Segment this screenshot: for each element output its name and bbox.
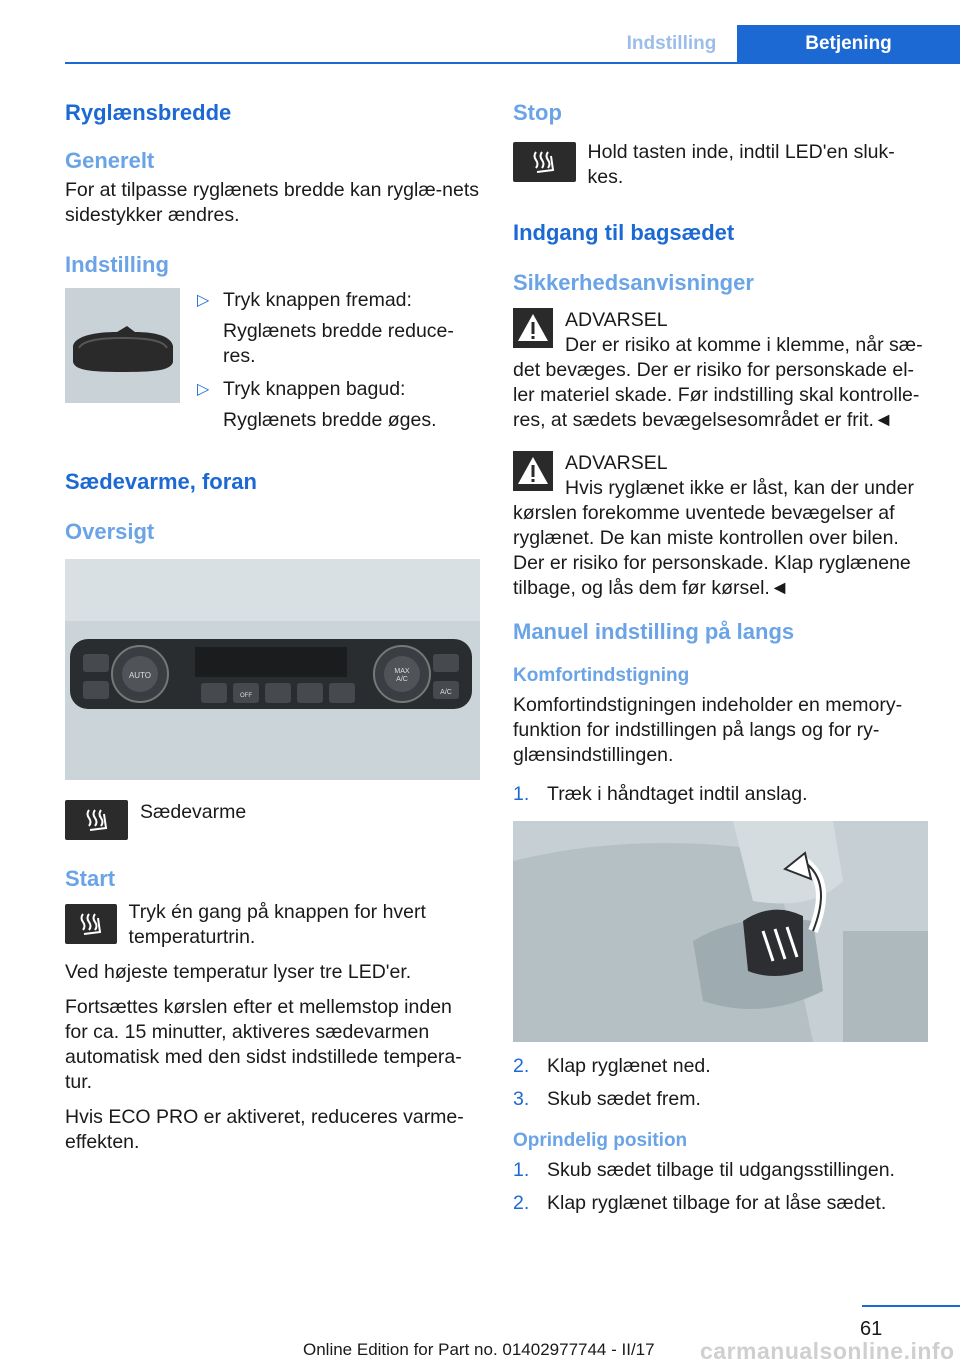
heading-sikkerhed: Sikkerhedsanvisninger	[513, 270, 754, 295]
start-text: Tryk én gang på knappen for hvert temperaturtrin.	[128, 901, 426, 948]
warning-triangle-icon	[513, 451, 553, 491]
panel-auto-label: AUTO	[128, 671, 152, 680]
start-p2: Fortsættes kørslen efter et mellemstop inden for ca. 15 minutter, aktiveres sædevarmen automatisk med den sidst indstillede tempera-tur.	[65, 996, 462, 1093]
warning-block-1	[513, 308, 928, 433]
heading-saedevarme: Sædevarme, foran	[65, 469, 257, 494]
heading-ryglaensbredde: Ryglænsbredde	[65, 100, 232, 125]
generelt-text: For at tilpasse ryglænets bredde kan ryglæ-nets sidestykker ændres.	[65, 179, 480, 226]
seat-heating-icon	[65, 800, 128, 840]
heading-manuel: Manuel indstilling på langs	[513, 619, 795, 644]
heading-komfort: Komfortindstigning	[513, 665, 690, 686]
seat-heating-label: Sædevarme	[140, 801, 247, 823]
list-item: 2. Klap ryglænet tilbage for at låse sædet.	[513, 1192, 887, 1214]
footer-edition: Online Edition for Part no. 01402977744 - II/17	[303, 1340, 655, 1359]
climate-panel-illustration	[65, 559, 480, 780]
page-header	[65, 25, 960, 64]
steps-list-3	[513, 1158, 928, 1216]
heading-oversigt: Oversigt	[65, 519, 155, 544]
warning-block-2	[513, 451, 928, 601]
list-item: 1. Skub sædet tilbage til udgangsstillingen.	[513, 1159, 895, 1181]
warning-label: ADVARSEL	[565, 309, 668, 331]
list-item-sub: Ryglænets bredde reduce-res.	[223, 320, 454, 367]
heading-start: Start	[65, 866, 116, 891]
width-button-icon	[65, 288, 180, 403]
komfort-text: Komfortindstigningen indeholder en memory-funktion for indstillingen på langs og for ry-glænsindstillingen.	[513, 694, 903, 766]
heading-indstilling: Indstilling	[65, 252, 169, 277]
stop-row	[513, 140, 928, 190]
seat-heating-icon	[513, 142, 576, 182]
seat-heating-icon	[65, 904, 117, 944]
steps-list-2	[513, 1054, 928, 1112]
panel-max-label: MAX	[394, 668, 410, 675]
header-section-tab[interactable]: Indstilling	[626, 33, 717, 54]
seat-handle-illustration	[513, 821, 928, 1042]
list-item: ▷ Tryk knappen fremad:	[197, 289, 412, 311]
heading-generelt: Generelt	[65, 148, 155, 173]
warning-triangle-icon	[513, 308, 553, 348]
panel-max-ac-label: A/C	[396, 676, 408, 683]
page-number: 61	[860, 1318, 883, 1340]
header-chapter-tab[interactable]: Betjening	[737, 25, 960, 62]
backrest-width-button-image	[65, 288, 180, 403]
right-column	[513, 100, 928, 1224]
heading-indgang: Indgang til bagsædet	[513, 220, 735, 245]
warning-label: ADVARSEL	[565, 452, 668, 474]
climate-panel-image	[65, 559, 480, 780]
start-row	[65, 900, 480, 950]
footer-rule	[862, 1305, 960, 1307]
start-p1: Ved højeste temperatur lyser tre LED'er.	[65, 961, 412, 983]
indstilling-list	[197, 288, 480, 439]
stop-text: Hold tasten inde, indtil LED'en sluk-kes.	[587, 141, 895, 188]
seat-handle-image	[513, 821, 928, 1042]
list-item-sub: Ryglænets bredde øges.	[223, 409, 437, 431]
left-column	[65, 100, 480, 1165]
start-p3: Hvis ECO PRO er aktiveret, reduceres varme-effekten.	[65, 1106, 464, 1153]
list-item: 3. Skub sædet frem.	[513, 1088, 701, 1110]
steps-list-1	[513, 782, 928, 807]
panel-ac-label: A/C	[440, 689, 452, 696]
seat-heating-label-row	[65, 800, 480, 840]
heading-oprindelig: Oprindelig position	[513, 1130, 688, 1151]
watermark: carmanualsonline.info	[700, 1338, 955, 1364]
warning-text-2: Hvis ryglænet ikke er låst, kan der under kørslen forekomme uventede bevægelser af ryglænet. De kan miste kontrollen over bilen. Der er risiko for personskade. Klap ryglænene tilbage, og lås dem før kørsel.◄	[513, 477, 914, 599]
heading-stop: Stop	[513, 100, 562, 125]
list-item: 1. Træk i håndtaget indtil anslag.	[513, 783, 808, 805]
warning-text-1: Der er risiko at komme i klemme, når sæ-det bevæges. Der er risiko for personskade el-ler materiel skade. Før indstilling skal kontrolle-res, at sædets bevægelsesområdet er frit.◄	[513, 334, 923, 431]
list-item: 2. Klap ryglænet ned.	[513, 1055, 711, 1077]
indstilling-block	[65, 288, 480, 439]
list-item: ▷ Tryk knappen bagud:	[197, 378, 406, 400]
panel-off-label: OFF	[240, 693, 252, 699]
